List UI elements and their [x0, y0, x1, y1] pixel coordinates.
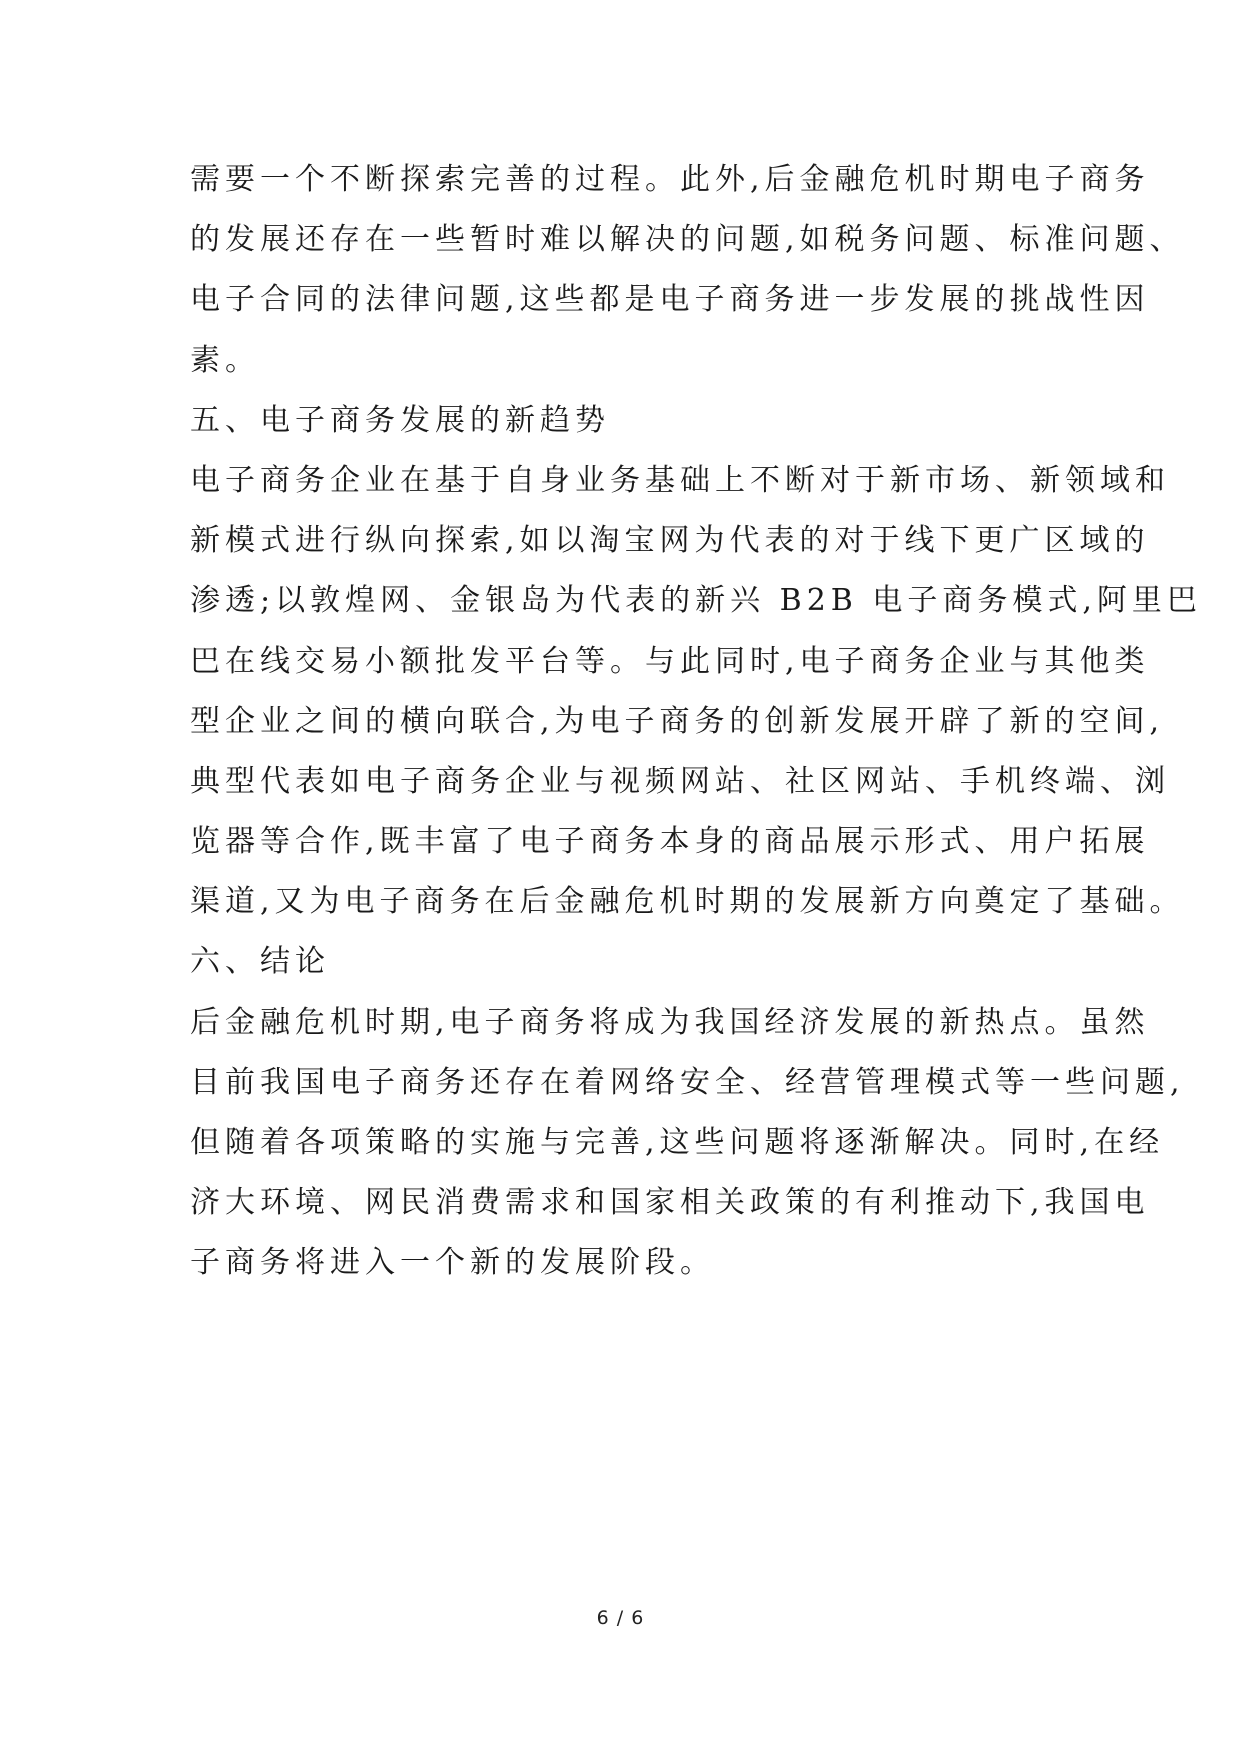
text-line: 览器等合作,既丰富了电子商务本身的商品展示形式、用户拓展 — [190, 824, 1150, 860]
text-line: 典型代表如电子商务企业与视频网站、社区网站、手机终端、浏 — [190, 763, 1170, 799]
text-line: 的发展还存在一些暂时难以解决的问题,如税务问题、标准问题、 — [190, 222, 1185, 258]
text-line: 电子合同的法律问题,这些都是电子商务进一步发展的挑战性因 — [190, 282, 1150, 318]
text-line: 电子商务企业在基于自身业务基础上不断对于新市场、新领域和 — [190, 462, 1170, 498]
text-line: 后金融危机时期,电子商务将成为我国经济发展的新热点。虽然 — [190, 1004, 1150, 1040]
text-line: 新模式进行纵向探索,如以淘宝网为代表的对于线下更广区域的 — [190, 523, 1150, 559]
text-line: 型企业之间的横向联合,为电子商务的创新发展开辟了新的空间, — [190, 703, 1165, 739]
text-line: 但随着各项策略的实施与完善,这些问题将逐渐解决。同时,在经 — [190, 1125, 1165, 1160]
page-number: 6 / 6 — [596, 1607, 645, 1629]
text-line: 子商务将进入一个新的发展阶段。 — [190, 1245, 715, 1281]
text-line: 渠道,又为电子商务在后金融危机时期的发展新方向奠定了基础。 — [190, 884, 1185, 920]
text-line: 需要一个不断探索完善的过程。此外,后金融危机时期电子商务 — [190, 162, 1150, 197]
document-body — [190, 150, 1202, 1294]
text-line: 渗透;以敦煌网、金银岛为代表的新兴 B2B 电子商务模式,阿里巴 — [190, 583, 1202, 619]
section-heading-conclusion: 六、结论 — [190, 944, 330, 980]
text-line: 济大环境、网民消费需求和国家相关政策的有利推动下,我国电 — [190, 1185, 1150, 1221]
text-line: 目前我国电子商务还存在着网络安全、经营管理模式等一些问题, — [190, 1064, 1185, 1100]
text-line: 巴在线交易小额批发平台等。与此同时,电子商务企业与其他类 — [190, 643, 1150, 679]
text-line: 素。 — [190, 342, 260, 378]
section-heading-trends: 五、电子商务发展的新趋势 — [190, 402, 610, 438]
